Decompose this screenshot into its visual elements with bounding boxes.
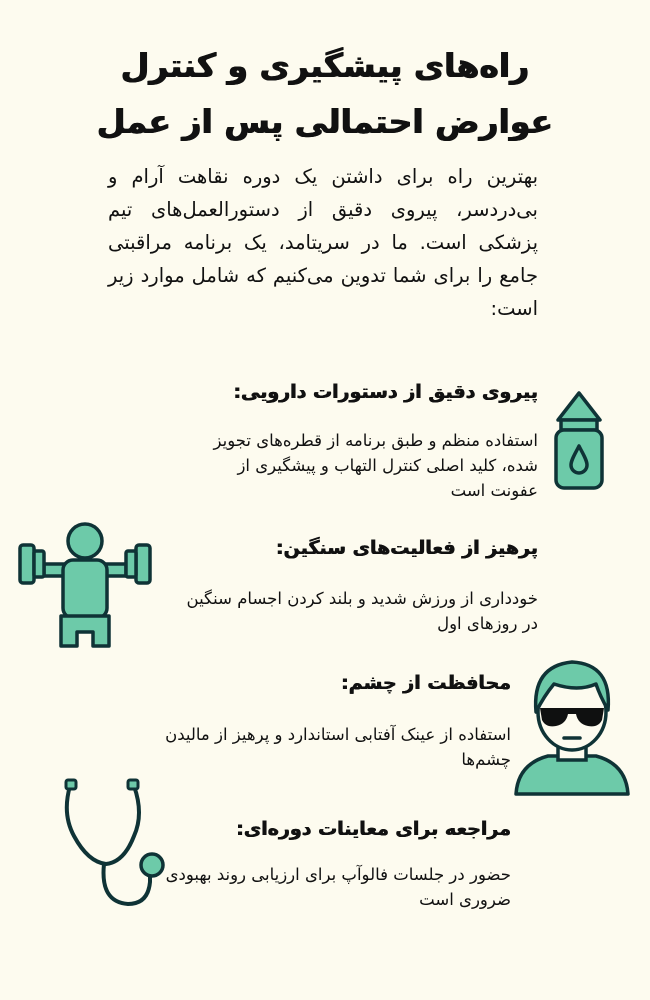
page-title-line-1: راه‌های پیشگیری و کنترل xyxy=(120,46,530,85)
section-4-title: مراجعه برای معاینات دوره‌ای: xyxy=(236,818,511,840)
section-3-body: استفاده از عینک آفتابی استاندارد و پرهیز از مالیدن چشم‌ها xyxy=(165,725,511,769)
page-title xyxy=(60,38,590,150)
stethoscope-icon xyxy=(58,774,178,918)
section-2-title: پرهیز از فعالیت‌های سنگین: xyxy=(276,537,538,559)
section-3-title: محافظت از چشم: xyxy=(341,672,511,694)
intro-paragraph: بهترین راه برای داشتن یک دوره نقاهت آرام و بی‌دردسر، پیروی دقیق از دستورالعمل‌های تیم پزشکی است. ما در سریتامد، یک برنامه مراقبتی جامع را برای شما تدوین می‌کنیم که شامل موارد زیر است: xyxy=(108,165,538,320)
weightlifter-icon xyxy=(14,520,156,656)
eye-drop-bottle-icon xyxy=(548,388,610,496)
section-2-body: خودداری از ورزش شدید و بلند کردن اجسام سنگین در روزهای اول xyxy=(186,589,538,633)
page-title-line-2: عوارض احتمالی پس از عمل xyxy=(96,102,554,141)
section-1-title: پیروی دقیق از دستورات دارویی: xyxy=(233,381,538,403)
section-1-body: استفاده منظم و طبق برنامه از قطره‌های تجویز شده، کلید اصلی کنترل التهاب و پیشگیری از عفونت است xyxy=(213,431,538,500)
person-sunglasses-icon xyxy=(508,652,636,800)
section-4-body: حضور در جلسات فالوآپ برای ارزیابی روند بهبودی ضروری است xyxy=(165,865,511,909)
